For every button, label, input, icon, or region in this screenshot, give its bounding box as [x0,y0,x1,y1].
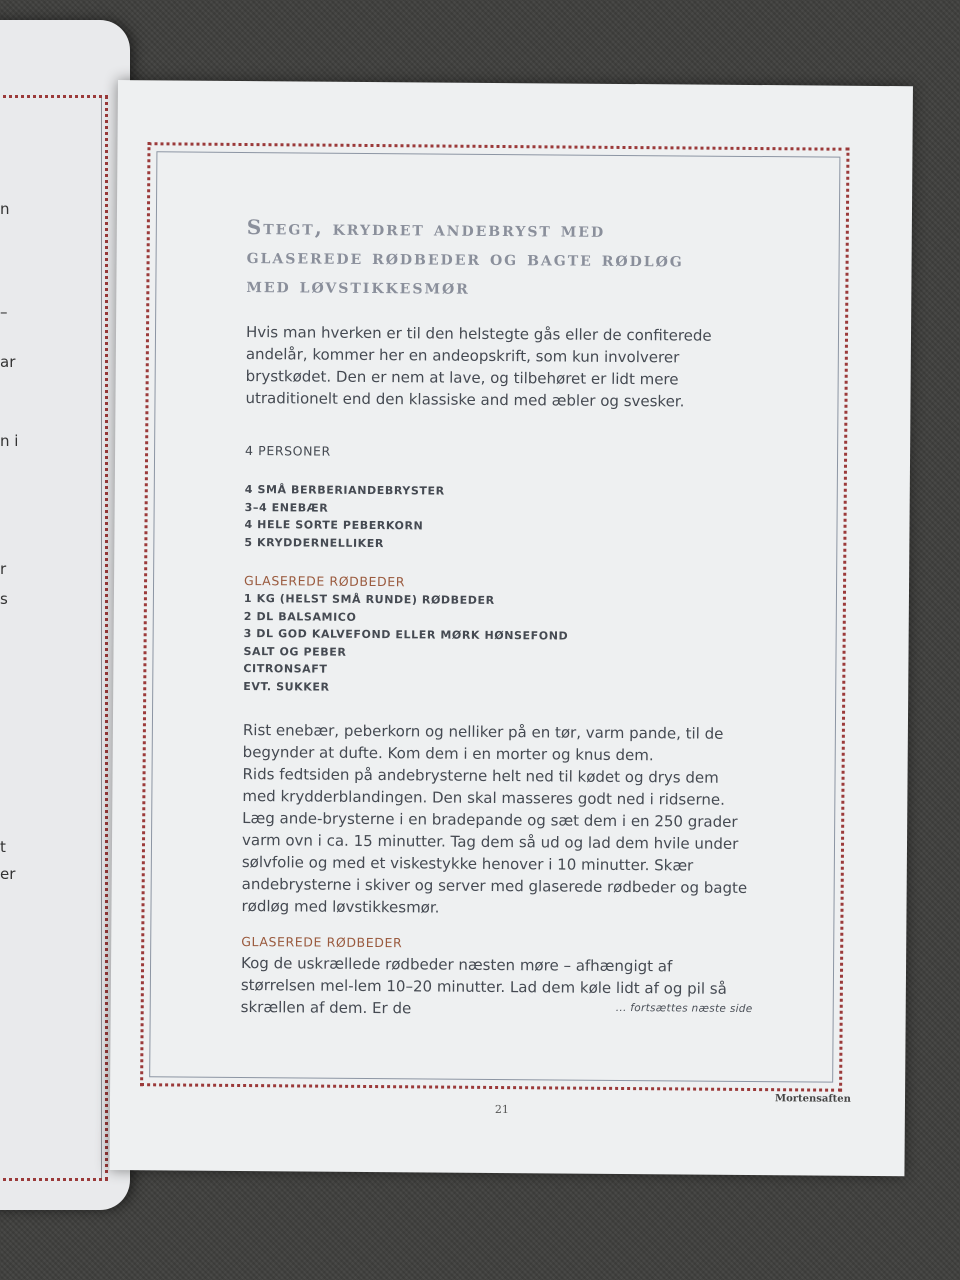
beets-ingredients-heading: GLASEREDE RØDBEDER [244,573,406,590]
beets-method-text: Kog de uskrællede rødbeder næsten møre – afhængigt af størrelsen mel-lem 10–20 minutter. Lad dem køle lidt af og pil så skrællen af dem. Er de [240,953,727,1018]
recipe-page [109,80,913,1176]
left-page-text-fragment: ar [0,353,16,371]
recipe-intro: Hvis man hverken er til den helstegte gås eller de confiterede andelår, kommer her en andeopskrift, som kun involverer brystkødet. Den er nem at lave, og tilbehøret er lidt mere utraditionelt end den klassiske and med æbler og svesker. [245,323,712,411]
ingredient-list-main [244,481,444,553]
ingredient-item: 3–4 ENEBÆR [244,500,329,515]
ingredient-item: SALT OG PEBER [243,644,347,659]
ingredient-item: 4 HELE SORTE PEBERKORN [244,518,424,533]
ingredient-item: 4 SMÅ BERBERIANDEBRYSTER [244,483,445,498]
left-page-text-fragment: t [0,838,6,856]
left-page-text-fragment: n [0,200,10,218]
recipe-title: Stegt, krydret andebryst med glaserede rødbeder og bagte rødløg med løvstikkesmør [246,215,684,299]
left-page-text-fragment: – [0,303,8,321]
left-page-border [0,95,108,1181]
left-page-text-fragment: s [0,590,8,608]
servings: 4 PERSONER [245,443,331,459]
ingredient-list-beets [243,590,568,698]
continued-note: ... fortsættes næste side [615,1001,753,1016]
beets-method-heading: GLASEREDE RØDBEDER [241,933,403,951]
running-title: Mortensaften [774,1093,851,1105]
page-number: 21 [494,1102,509,1117]
ingredient-item: 1 KG (HELST SMÅ RUNDE) RØDBEDER [243,592,495,607]
left-page-text-fragment: r [0,560,7,578]
ingredient-item: 5 KRYDDERNELLIKER [244,535,385,550]
method-text: Rist enebær, peberkorn og nelliker på en tør, varm pande, til de begynder at dufte. Kom dem i en morter og knus dem. Rids fedtsiden på andebrysterne helt ned til kødet og drys dem med krydderblandingen. Den skal masseres godt ned i ridserne. Læg ande-brysterne i en bradepande og sæt dem i en 250 grader varm ovn i ca. 15 minutter. Tag dem så ud og lad dem hvile under sølvfolie og med et viskestykke henover i 10 minutter. Skær andebrysterne i skiver og server med glaserede rødbeder og bagte rødløg med løvstikkesmør. [241,721,748,917]
ingredient-item: 3 DL GOD KALVEFOND ELLER MØRK HØNSEFOND [243,627,569,643]
left-page-text-fragment: n i [0,432,19,450]
ingredient-item: CITRONSAFT [243,662,328,676]
ingredient-item: EVT. SUKKER [243,679,330,694]
left-page-text-fragment: er [0,865,16,883]
ingredient-item: 2 DL BALSAMICO [243,609,357,624]
